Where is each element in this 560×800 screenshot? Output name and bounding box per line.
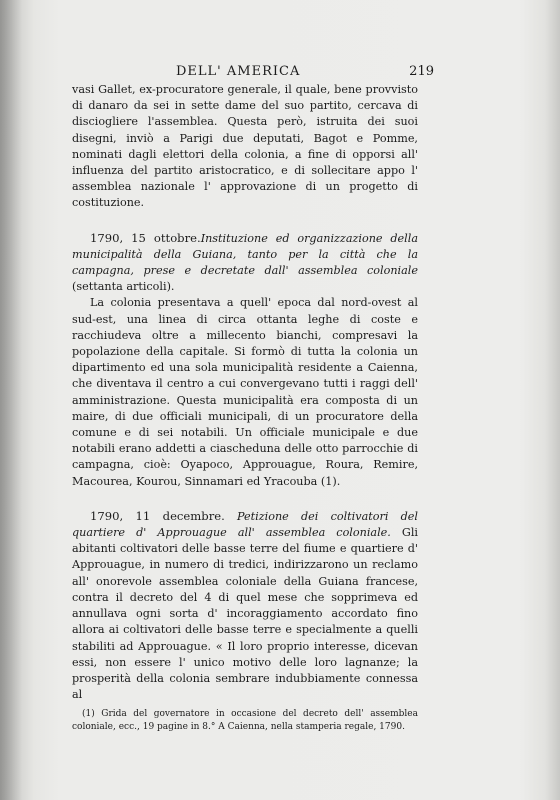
running-head xyxy=(72,64,434,82)
footnote xyxy=(72,708,418,734)
entry-1790-october xyxy=(72,230,418,296)
running-head-title: DELL' AMERICA xyxy=(176,64,301,79)
entry-date: 1790, 15 ottobre. xyxy=(90,230,201,245)
body-text xyxy=(72,82,418,703)
entry-title: Petizione dei coltivatori del quartiere d' Approuague all' assemblea coloniale. xyxy=(72,509,418,540)
page-content xyxy=(72,64,434,703)
binding-shadow xyxy=(0,0,22,800)
entry-date: 1790, 11 decembre. xyxy=(90,508,225,523)
entry-1790-december xyxy=(72,508,418,703)
footnote-text: (1) Grida del governatore in occasione del decreto dell' assemblea coloniale, ecc., 19 pagine in 8.° A Caienna, nella stamperia regale, 1790. xyxy=(72,709,418,732)
page-number: 219 xyxy=(409,64,434,79)
entry-body: Gli abitanti coltivatori delle basse terre del fiume e quartiere d' Approuague, in numero di tredici, indirizzarono un reclamo all' onorevole assemblea coloniale della Guiana francese, contra il decreto del 4 di quel mese che sopprimeva ed annullava ogni sorta d' incoraggiamento accordato fino allora ai coltivatori delle basse terre e specialmente a quelli stabiliti ad Approuague. « Il loro proprio interesse, dicevan essi, non essere l' unico motivo delle loro lagnanze; la prosperità della colonia sembrare indubbiamente connessa al xyxy=(72,526,418,702)
paragraph-continuation: vasi Gallet, ex-procuratore generale, il quale, bene provvisto di danaro da sei in sette dame del suo partito, cercava di disciogliere l'assemblea. Questa però, istruita dei suoi disegni, inviò a Parigi due deputati, Bagot e Pomme, nominati dagli elettori della colonia, a fine di opporsi all' influenza del partito aristocratico, e di sollecitare appo l' assemblea nazionale l' approvazione di un progetto di costituzione. xyxy=(72,83,418,210)
entry-title-tail: (settanta articoli). xyxy=(72,280,175,294)
entry-title: Instituzione ed organizzazione della municipalità della Guiana, tanto per la città che la campagna, prese e decretate dall' assemblea coloniale xyxy=(72,231,418,278)
paragraph-colonia: La colonia presentava a quell' epoca dal nord-ovest al sud-est, una linea di circa ottanta leghe di coste e racchiudeva oltre a millecento bianchi, compresavi la popolazione della capitale. Si formò di tutta la colonia un dipartimento ed una sola municipalità residente a Caienna, che diventava il centro a cui convergevano tutti i raggi dell' amministrazione. Questa municipalità era composta di un maire, di due officiali municipali, di un procuratore della comune e di sei notabili. Un officiale municipale e due notabili erano addetti a ciascheduna delle otto parrocchie di campagna, cioè: Oyapoco, Approuague, Roura, Remire, Macourea, Kourou, Sinnamari ed Yracouba (1). xyxy=(72,296,418,488)
